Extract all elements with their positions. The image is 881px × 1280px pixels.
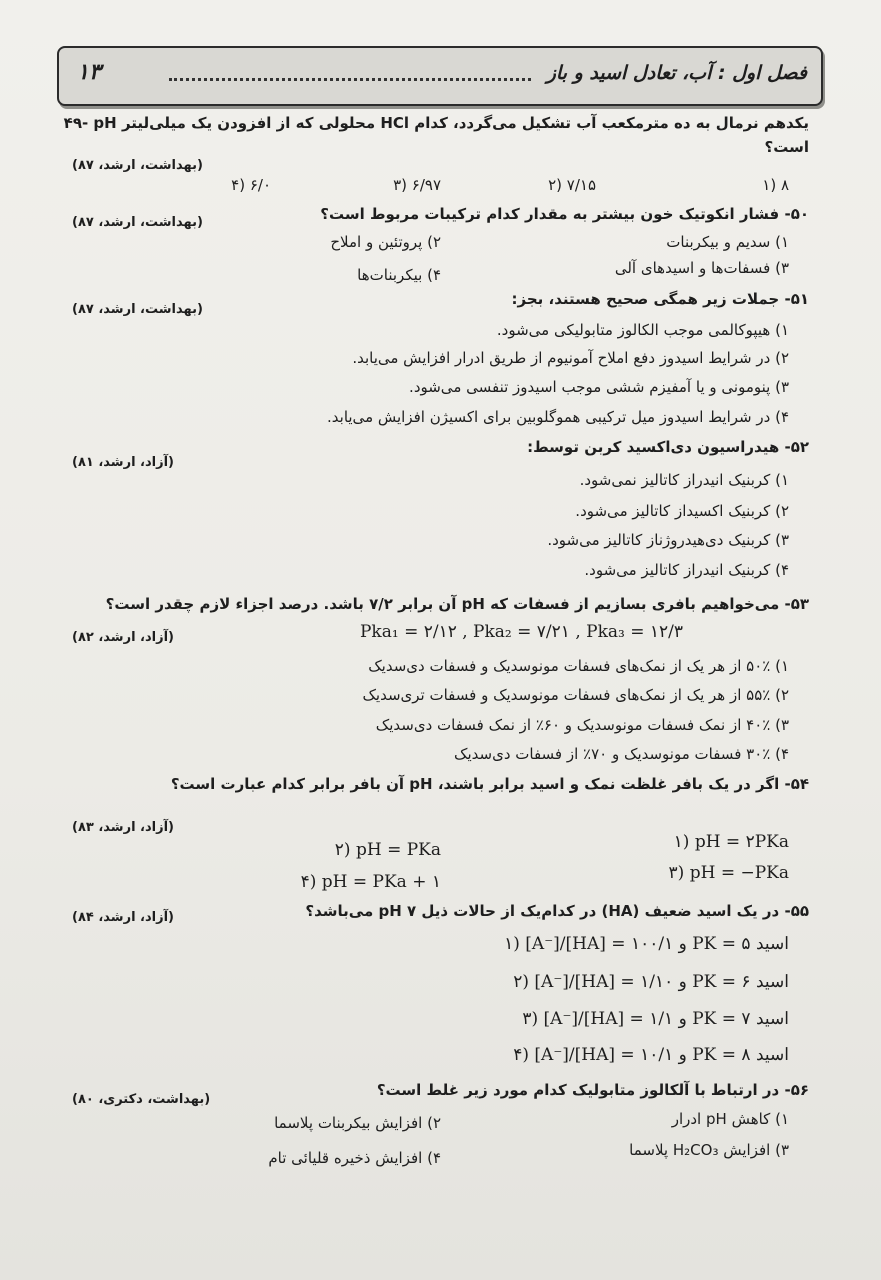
- question-49-source: (بهداشت، ارشد، ۸۷): [72, 158, 203, 173]
- q52-option-4: ۴) کربنیک انیدراز کاتالیز می‌شود.: [584, 561, 789, 579]
- q50-option-4: ۴) بیکربنات‌ها: [357, 266, 441, 284]
- question-54-text: ۵۴- اگر در یک بافر غلظت نمک و اسید برابر باشند، pH آن بافر برابر کدام عبارت است؟: [170, 775, 809, 793]
- q55-option-4: ۴) [A⁻]/[HA] = ۱۰/۱ و PK = ۸ اسید: [513, 1045, 789, 1065]
- q50-option-2: ۲) پروتئین و املاح: [330, 233, 441, 251]
- q54-option-4: ۴) pH = PKa + ۱: [300, 872, 441, 892]
- question-52-source: (آزاد، ارشد، ۸۱): [72, 455, 174, 470]
- question-56-text: ۵۶- در ارتباط با آلکالوز متابولیک کدام مورد زیر غلط است؟: [376, 1081, 809, 1099]
- q51-option-3: ۳) پنومونی و یا آمفیزم ششی موجب اسیدوز تنفسی می‌شود.: [409, 378, 789, 396]
- question-54-source: (آزاد، ارشد، ۸۳): [72, 820, 174, 835]
- q52-option-1: ۱) کربنیک انیدراز کاتالیز نمی‌شود.: [579, 471, 789, 489]
- q53-pka-formula: Pka₁ = ۲/۱۲ , Pka₂ = ۷/۲۱ , Pka₃ = ۱۲/۳: [359, 622, 683, 642]
- q51-option-1: ۱) هیپوکالمی موجب الکالوز متابولیکی می‌شود.: [496, 321, 789, 339]
- q49-option-2: ۲) ۷/۱۵: [548, 176, 596, 194]
- q51-option-2: ۲) در شرایط اسیدوز دفع املاح آمونیوم از طریق ادرار افزایش می‌یابد.: [352, 349, 789, 367]
- question-51-source: (بهداشت، ارشد، ۸۷): [72, 302, 203, 317]
- q54-option-2: ۲) pH = PKa: [334, 840, 441, 860]
- question-49-text-cont: است؟: [764, 138, 809, 156]
- q56-option-1: ۱) کاهش pH ادرار: [671, 1110, 789, 1128]
- q51-option-4: ۴) در شرایط اسیدوز میل ترکیبی هموگلوبین برای اکسیژن افزایش می‌یابد.: [327, 408, 789, 426]
- q49-option-1: ۱) ۸: [762, 176, 789, 194]
- question-50-source: (بهداشت، ارشد، ۸۷): [72, 215, 203, 230]
- question-55-text: ۵۵- در یک اسید ضعیف (HA) در کدام‌یک از حالات ذیل pH ۷ می‌باشد؟: [305, 902, 809, 920]
- q55-option-2: ۲) [A⁻]/[HA] = ۱/۱۰ و PK = ۶ اسید: [513, 972, 789, 992]
- q49-option-4: ۴) ۶/۰: [231, 176, 271, 194]
- q54-option-3: ۳) pH = −PKa: [668, 863, 789, 883]
- question-53-text: ۵۳- می‌خواهیم بافری بسازیم از فسفات که pH آن برابر ۷/۲ باشد. درصد اجزاء لازم چقدر است؟: [105, 595, 809, 613]
- question-49-text: ۴۹- pH محلولی که از افزودن یک میلی‌لیتر HCl یکدهم نرمال به ده مترمکعب آب تشکیل می‌گردد، کدام: [63, 114, 809, 132]
- q56-option-3: ۳) افزایش H₂CO₃ پلاسما: [629, 1141, 789, 1159]
- q53-option-4: ۴) ۳۰٪ فسفات مونوسدیک و ۷۰٪ از فسفات دی‌سدیک: [454, 745, 789, 763]
- question-52-text: ۵۲- هیدراسیون دی‌اکسید کربن توسط:: [527, 438, 809, 456]
- q53-option-1: ۱) ۵۰٪ از هر یک از نمک‌های فسفات مونوسدیک و فسفات دی‌سدیک: [368, 657, 789, 675]
- q53-option-2: ۲) ۵۵٪ از هر یک از نمک‌های فسفات مونوسدیک و فسفات تری‌سدیک: [362, 686, 789, 704]
- question-55-source: (آزاد، ارشد، ۸۴): [72, 910, 174, 925]
- q56-option-2: ۲) افزایش بیکربنات پلاسما: [274, 1114, 441, 1132]
- q55-option-3: ۳) [A⁻]/[HA] = ۱/۱ و PK = ۷ اسید: [522, 1009, 789, 1029]
- chapter-title: فصل اول : آب، تعادل اسید و باز: [546, 62, 807, 84]
- q52-option-3: ۳) کربنیک دی‌هیدروژناز کاتالیز می‌شود.: [547, 531, 789, 549]
- q54-option-1: ۱) pH = ۲PKa: [673, 832, 789, 852]
- q49-option-3: ۳) ۶/۹۷: [393, 176, 441, 194]
- header-dot-leader: [169, 78, 531, 81]
- page-number: ۱۳: [77, 60, 101, 85]
- question-51-text: ۵۱- جملات زیر همگی صحیح هستند، بجز:: [511, 290, 809, 308]
- question-50-text: ۵۰- فشار انکوتیک خون بیشتر به مقدار کدام ترکیبات مربوط است؟: [320, 205, 809, 223]
- q56-option-4: ۴) افزایش ذخیره قلیائی تام: [268, 1149, 441, 1167]
- q53-option-3: ۳) ۴۰٪ از نمک فسفات مونوسدیک و ۶۰٪ از نمک فسفات دی‌سدیک: [375, 716, 789, 734]
- q52-option-2: ۲) کربنیک اکسیداز کاتالیز می‌شود.: [575, 502, 789, 520]
- chapter-header: [57, 46, 823, 106]
- question-56-source: (بهداشت، دکتری، ۸۰): [72, 1092, 211, 1107]
- q55-option-1: ۱) [A⁻]/[HA] = ۱۰۰/۱ و PK = ۵ اسید: [504, 934, 789, 954]
- q50-option-3: ۳) فسفات‌ها و اسیدهای آلی: [614, 259, 789, 277]
- question-53-source: (آزاد، ارشد، ۸۲): [72, 630, 174, 645]
- q50-option-1: ۱) سدیم و بیکربنات: [666, 233, 789, 251]
